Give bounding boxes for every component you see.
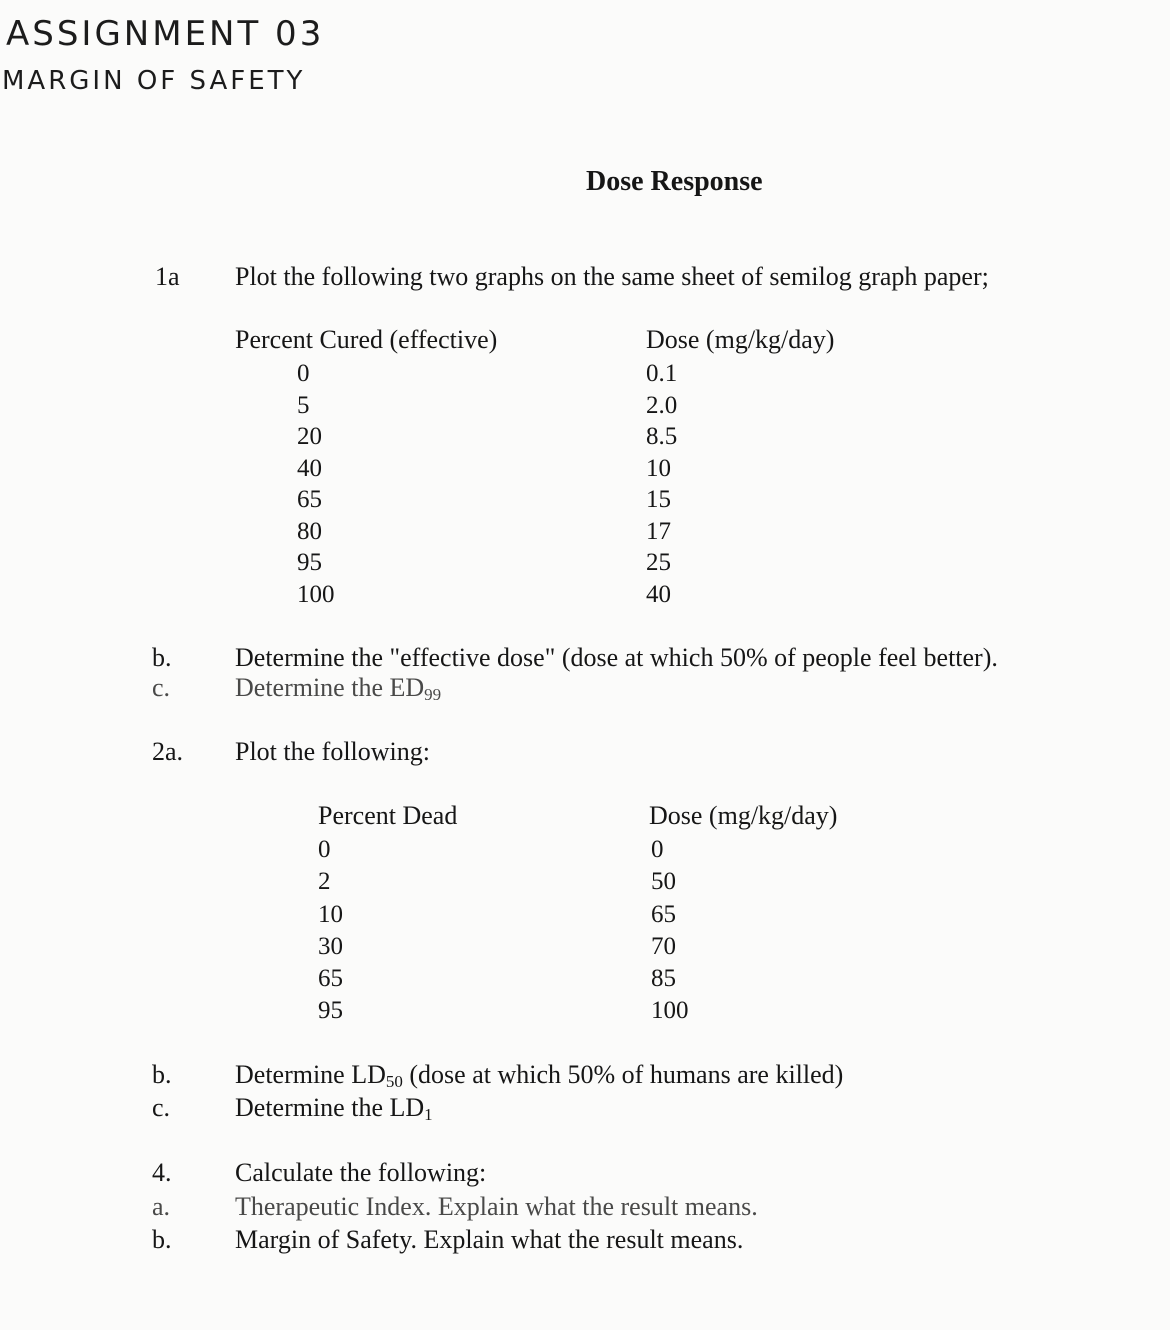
q2b-text — [235, 1060, 843, 1090]
q1-dose-value: 10 — [646, 454, 671, 482]
q2b-text-main: Determine LD — [235, 1060, 386, 1089]
q1-percent-value: 65 — [297, 486, 322, 513]
q2-dose-value: 0 — [651, 836, 664, 863]
q1c-label: c. — [152, 673, 171, 702]
q2b-label: b. — [152, 1060, 172, 1089]
q1-dose-value: 2.0 — [646, 391, 678, 419]
q1-dose-value: 15 — [646, 486, 671, 513]
q1-dose-column — [646, 358, 677, 610]
q1-number: 1a — [155, 262, 180, 291]
q2c-text-main: Determine the LD — [235, 1093, 425, 1122]
q2-dose-value: 50 — [651, 868, 676, 896]
q2-percent-value: 95 — [318, 997, 343, 1025]
q2c-text — [235, 1093, 433, 1123]
q1-instruction: Plot the following two graphs on the same sheet of semilog graph paper; — [235, 262, 989, 291]
q2-percent-value: 2 — [318, 868, 331, 896]
q4-number: 4. — [152, 1158, 172, 1187]
q4b-label: b. — [152, 1225, 172, 1254]
handwritten-subtitle: MARGIN OF SAFETY — [2, 66, 306, 96]
q1-percent-value: 100 — [297, 580, 335, 608]
handwritten-assignment-title: ASSIGNMENT 03 — [6, 14, 325, 54]
q1-dose-value: 0.1 — [646, 360, 678, 387]
q2-percent-header: Percent Dead — [318, 801, 458, 830]
q2c-subscript: 1 — [424, 1105, 433, 1124]
q1-percent-column — [297, 358, 335, 610]
q2c-label: c. — [152, 1093, 171, 1122]
page-title: Dose Response — [586, 166, 763, 197]
q2-instruction: Plot the following: — [235, 737, 430, 766]
q2-number: 2a. — [152, 737, 184, 766]
q1c-subscript: 99 — [424, 685, 442, 704]
q1b-label: b. — [152, 643, 172, 672]
q2-percent-value: 30 — [318, 932, 343, 960]
q1-percent-value: 5 — [297, 391, 310, 419]
q1-dose-value: 40 — [646, 580, 671, 608]
q2-dose-value: 65 — [651, 900, 676, 928]
q1c-text-main: Determine the ED — [235, 673, 425, 702]
q2-dose-column — [651, 834, 689, 1028]
q2-percent-value: 65 — [318, 965, 343, 993]
q2-dose-value: 70 — [651, 932, 676, 960]
q1-dose-value: 8.5 — [646, 423, 678, 450]
q1-percent-header: Percent Cured (effective) — [235, 325, 498, 354]
q4-instruction: Calculate the following: — [235, 1158, 487, 1187]
q4b-text: Margin of Safety. Explain what the result means. — [235, 1225, 744, 1254]
q2-percent-value: 0 — [318, 836, 331, 863]
q4a-text: Therapeutic Index. Explain what the result means. — [235, 1192, 758, 1221]
q1-dose-header: Dose (mg/kg/day) — [646, 325, 835, 354]
q2-dose-header: Dose (mg/kg/day) — [649, 801, 838, 830]
q4a-label: a. — [152, 1192, 171, 1221]
q1-dose-value: 17 — [646, 517, 671, 545]
q1-percent-value: 20 — [297, 423, 322, 450]
q1-percent-value: 95 — [297, 549, 322, 576]
q2-percent-column — [318, 834, 343, 1028]
q2-percent-value: 10 — [318, 900, 343, 928]
q2-dose-value: 85 — [651, 965, 676, 993]
q1-dose-value: 25 — [646, 549, 671, 576]
q1b-text: Determine the "effective dose" (dose at which 50% of people feel better). — [235, 643, 998, 672]
q2b-text-rest: (dose at which 50% of humans are killed) — [402, 1060, 844, 1089]
q2-dose-value: 100 — [651, 997, 689, 1025]
q1c-text — [235, 673, 441, 703]
q2b-subscript: 50 — [385, 1072, 403, 1091]
q1-percent-value: 80 — [297, 517, 322, 545]
q1-percent-value: 0 — [297, 360, 310, 387]
q1-percent-value: 40 — [297, 454, 322, 482]
